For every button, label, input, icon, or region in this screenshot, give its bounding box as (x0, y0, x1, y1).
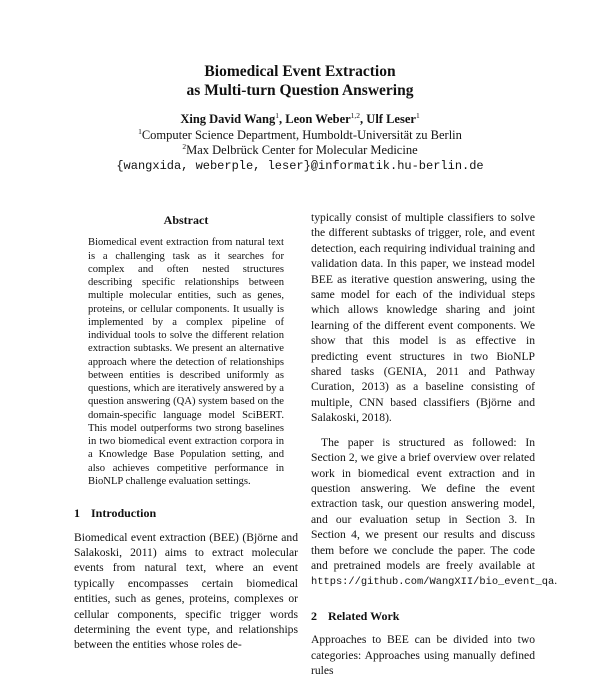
section-title: Introduction (91, 506, 157, 521)
title-line-2: as Multi-turn Question Answering (186, 82, 414, 99)
introduction-paragraph-1: Biomedical event extraction (BEE) (Björne and Salakoski, 2011) aims to extract molecular events from natural text, where an event typically encompasses certain biomedical entities, such as genes, proteins, complexes or cellular components, specific trigger words determining the event type, and relationships between the entities whose roles de- (74, 530, 298, 652)
section-heading-introduction (74, 506, 298, 521)
author-name: Ulf Leser (366, 112, 416, 126)
section-title: Related Work (328, 608, 400, 623)
affiliation-2 (0, 143, 600, 159)
affiliation-text: Max Delbrück Center for Molecular Medicine (186, 143, 418, 157)
section-heading-related-work (311, 609, 535, 624)
author-block (0, 112, 600, 174)
author-name: Xing David Wang (180, 112, 276, 126)
left-column (74, 210, 298, 653)
author-names: Xing David Wang$^1$, Leon Weber$^{1,2}$, Ulf Leser$^1$ (180, 111, 420, 126)
paragraph-text: The paper is structured as followed: In Section 2, we give a brief overview over related work in biomedical event extraction and in question answering. We define the event extraction task, our question answering model, and our evaluation setup in Section 3. In Section 4, we present our results and discuss them before we conclude the paper. The code and pretrained models are freely available at (311, 435, 535, 572)
code-repository-link[interactable]: https://github.com/WangXII/bio_event_qa (311, 576, 555, 589)
paper-title (0, 62, 600, 100)
introduction-paragraph-2 (311, 435, 558, 591)
author-affil-sup: 1 (415, 111, 420, 120)
section-number: 1 (74, 506, 80, 521)
related-work-paragraph-1: Approaches to BEE can be divided into two categories: Approaches using manually defined rules (311, 633, 535, 677)
abstract-text: Biomedical event extraction from natural text is a challenging task as it searches for complex and often nested structures describing specific relationships between multiple molecular entities, such as genes, proteins, or cellular components. It usually is implemented by a complex pipeline of individual tools to solve the different relation extraction subtasks. We present an alternative approach where the detection of relationships between entities is described uniformly as questions, which are iteratively answered by a question answering (QA) system based on the domain-specific language model SciBERT. This model outperforms two strong baselines in two biomedical event extraction corpora in a Knowledge Base Population setting, and also achieves competitive performance in BioNLP challenge evaluation settings. (88, 237, 284, 487)
affiliation-1 (0, 128, 600, 144)
section-number: 2 (311, 608, 317, 623)
author-affil-sup: 1,2 (350, 111, 361, 120)
title-line-1: Biomedical Event Extraction (204, 63, 396, 80)
sentence-period: . (554, 574, 558, 588)
author-affil-sup: 1 (275, 111, 280, 120)
introduction-paragraph-1-continued: typically consist of multiple classifiers to solve the different subtasks of trigger, role, and event detection, each requiring individual training and validation data. In this paper, we instead model BEE as iterative question answering, using the same model for each of the individual steps which allows knowledge sharing and joint learning of the different event components. We show that this model is as effective in predicting event structures in two BioNLP shared tasks (GENIA, 2011 and Pathway Curation, 2013) as a baseline consisting of multiple, CNN based classifiers (Björne and Salakoski, 2018). (311, 211, 535, 425)
affiliation-text: Computer Science Department, Humboldt-Universität zu Berlin (141, 127, 462, 142)
affiliation-sup: 1 (138, 126, 142, 136)
abstract-heading: Abstract (163, 213, 209, 227)
author-emails: {wangxida, weberple, leser}@informatik.hu-berlin.de (116, 158, 484, 173)
right-column (311, 210, 558, 678)
affiliation-sup: 2 (182, 142, 187, 151)
author-name: Leon Weber (285, 112, 351, 126)
